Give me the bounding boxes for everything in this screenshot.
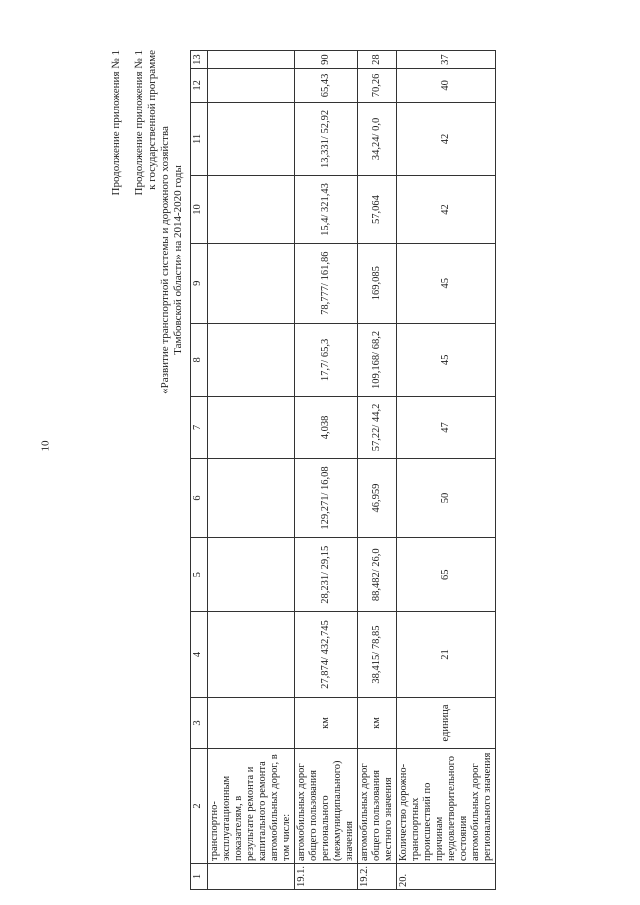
value-cell	[208, 612, 295, 698]
unit-cell: км	[295, 698, 358, 749]
header-line: Продолжение приложения № 1	[133, 50, 145, 196]
appendix-header	[110, 50, 185, 470]
value-cell: 50	[397, 458, 496, 538]
value-cell	[208, 538, 295, 612]
value-cell: 45	[397, 243, 496, 323]
value-cell: 37	[397, 51, 496, 69]
column-number: 7	[191, 397, 208, 458]
value-cell: 78,777/ 161,86	[295, 243, 358, 323]
value-cell: 28	[358, 51, 397, 69]
table-row	[295, 51, 358, 890]
column-number: 8	[191, 323, 208, 397]
value-cell	[208, 69, 295, 102]
value-cell	[208, 176, 295, 244]
value-cell: 57,22/ 44,2	[358, 397, 397, 458]
unit-cell	[208, 698, 295, 749]
column-number: 1	[191, 864, 208, 890]
value-cell: 42	[397, 176, 496, 244]
value-cell: 40	[397, 69, 496, 102]
column-number: 12	[191, 69, 208, 102]
row-number: 20.	[397, 864, 496, 890]
value-cell: 65,43	[295, 69, 358, 102]
value-cell: 88,482/ 26,0	[358, 538, 397, 612]
header-line: «Развитие транспортной системы и дорожного хозяйства	[159, 126, 171, 394]
value-cell: 129,271/ 16,08	[295, 458, 358, 538]
value-cell: 13,331/ 52,92	[295, 102, 358, 176]
value-cell	[208, 323, 295, 397]
row-number	[208, 864, 295, 890]
column-number: 4	[191, 612, 208, 698]
value-cell: 169,085	[358, 243, 397, 323]
value-cell: 28,231/ 29,15	[295, 538, 358, 612]
unit-cell: единица	[397, 698, 496, 749]
column-number: 9	[191, 243, 208, 323]
unit-cell: км	[358, 698, 397, 749]
value-cell: 38,415/ 78,85	[358, 612, 397, 698]
table-row	[358, 51, 397, 890]
value-cell: 46,959	[358, 458, 397, 538]
value-cell	[208, 102, 295, 176]
value-cell: 34,24/ 0,0	[358, 102, 397, 176]
header-line: к государственной программе	[146, 50, 158, 190]
rotated-page	[110, 40, 630, 890]
value-cell: 45	[397, 323, 496, 397]
value-cell: 70,26	[358, 69, 397, 102]
indicator-name: Количество дорожно-транспортных происшествий по причинам неудовлетворительного состояния автомобильных дорог регионального значения	[397, 749, 496, 864]
column-number: 11	[191, 102, 208, 176]
column-number: 10	[191, 176, 208, 244]
column-number: 2	[191, 749, 208, 864]
page-number: 10	[39, 440, 52, 452]
row-number: 19.1.	[295, 864, 358, 890]
value-cell	[208, 397, 295, 458]
table-row	[397, 51, 496, 890]
header-line: Тамбовской области» на 2014-2020 годы	[172, 165, 184, 355]
table-row	[208, 51, 295, 890]
value-cell: 90	[295, 51, 358, 69]
value-cell: 17,7/ 65,3	[295, 323, 358, 397]
indicators-table	[190, 50, 496, 890]
value-cell: 65	[397, 538, 496, 612]
value-cell	[208, 51, 295, 69]
value-cell: 42	[397, 102, 496, 176]
value-cell: 109,168/ 68,2	[358, 323, 397, 397]
value-cell	[208, 243, 295, 323]
column-number: 13	[191, 51, 208, 69]
column-number: 3	[191, 698, 208, 749]
value-cell: 15,4/ 321,43	[295, 176, 358, 244]
value-cell	[208, 458, 295, 538]
column-number-row	[191, 51, 208, 890]
row-number: 19.2.	[358, 864, 397, 890]
column-number: 5	[191, 538, 208, 612]
indicator-name: транспортно-эксплуатационным показателям, в результате ремонта и капитального ремонта автомобильных дорог, в том числе:	[208, 749, 295, 864]
value-cell: 47	[397, 397, 496, 458]
indicator-name: автомобильных дорог общего пользования местного значения	[358, 749, 397, 864]
column-number: 6	[191, 458, 208, 538]
value-cell: 21	[397, 612, 496, 698]
indicator-name: автомобильных дорог общего пользования регионального (межмуниципального) значения	[295, 749, 358, 864]
value-cell: 57,064	[358, 176, 397, 244]
value-cell: 4,038	[295, 397, 358, 458]
value-cell: 27,874/ 432,745	[295, 612, 358, 698]
continuation-label: Продолжение приложения № 1	[110, 50, 122, 196]
